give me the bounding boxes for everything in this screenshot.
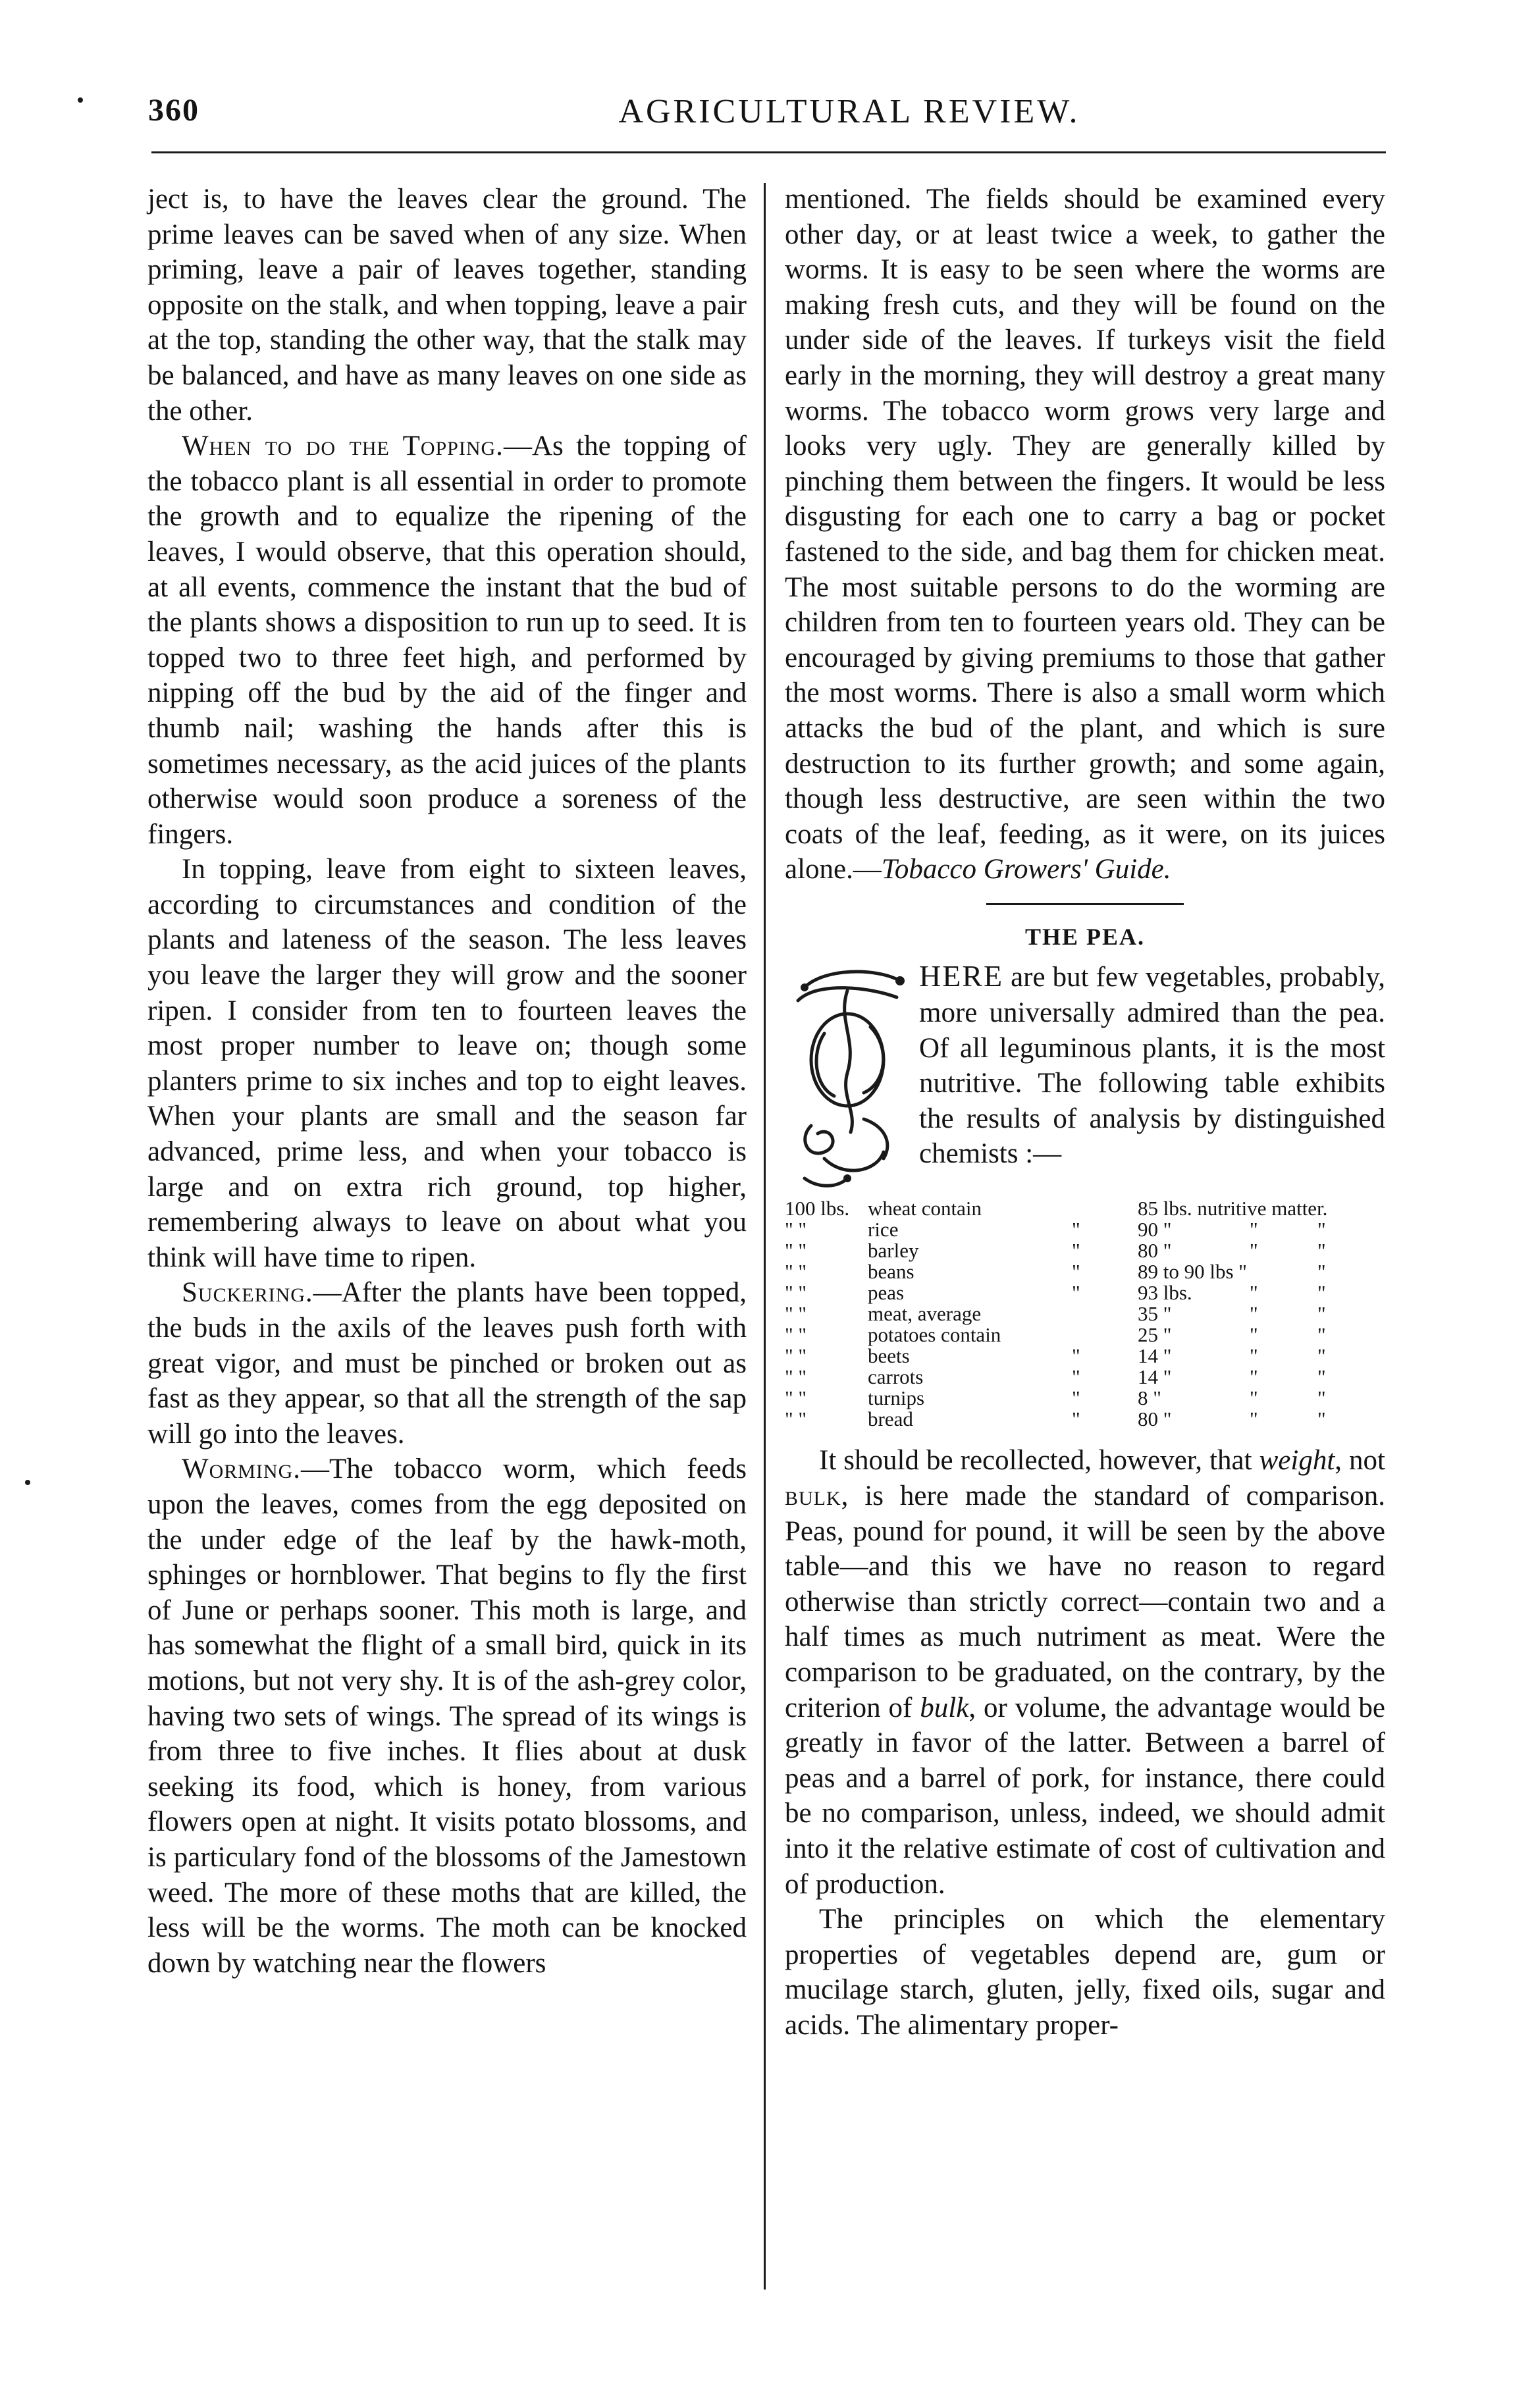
worming-heading: Worming. [182, 1453, 302, 1485]
worming-text: —The tobacco worm, which feeds upon the leaves, comes from the egg deposited on the under edge of the leaf by the hawk-moth, sphinges or hornblower. That begins to fly the first of June or perhaps sooner. This moth is large, and has somewhat the flight of a small bird, quick in its motions, but not very shy. It is of the ash-grey color, having two sets of wings. The spread of its wings is from three to five inches. It flies about at dusk seeking its food, which is honey, from various flowers open at night. It visits potato blossoms, and is particulary fond of the blossoms of the Jamestown weed. The more of these moths that are killed, the less will be the worms. The moth can be knocked down by watching near the flowers [147, 1453, 747, 1979]
table-cell: turnips [868, 1386, 925, 1410]
table-cell: " [1317, 1218, 1326, 1242]
table-cell: 35 " [1138, 1302, 1172, 1326]
table-row [785, 1303, 1385, 1324]
table-header-cell [1072, 1198, 1138, 1219]
table-cell: " [1250, 1407, 1258, 1431]
table-cell: " [1250, 1365, 1258, 1389]
column-divider [764, 183, 766, 2290]
table-cell: peas [868, 1281, 905, 1305]
table-cell: bread [868, 1407, 913, 1431]
table-cell: beets [868, 1344, 910, 1368]
paragraph-priming: ject is, to have the leaves clear the ground. The prime leaves can be saved when of any size. When priming, leave a pair of leaves together, standing opposite on the stalk, and when topping, leave a pair at the top, standing the other way, that the stalk may be balanced, and have as many leaves on one side as the other. [147, 184, 747, 427]
pea-intro [785, 958, 1385, 1172]
print-speck [25, 1480, 30, 1485]
table-cell: " " [785, 1407, 807, 1431]
table-header-cell: 100 lbs. [785, 1197, 850, 1220]
worms-text: mentioned. The fields should be examined every other day, or at least twice a week, to gather the worms. It is easy to be seen where the worms are making fresh cuts, and they will be found on the under side of the leaves. If turkeys visit the field early in the morning, they will destroy a great many worms. The tobacco worm grows very large and looks very ugly. They are generally killed by pinching them between the fingers. It would be less disgusting for each one to carry a bag or pocket fastened to the side, and bag them for chicken meat. The most suitable persons to do the worming are children from ten to fourteen years old. They can be encouraged by giving premiums to those that gather the most worms. There is also a small worm which attacks the bud of the plant, and which is sure destruction to its further growth; and some again, though less destructive, are seen within the two coats of the leaf, feeding, as it were, on its juices alone.— [785, 184, 1385, 885]
table-cell: beans [868, 1260, 914, 1284]
table-cell: " " [785, 1239, 807, 1263]
initial-word: HERE [919, 959, 1004, 993]
table-cell: " [1072, 1281, 1080, 1305]
paragraph-weight-bulk [785, 1443, 1385, 1902]
table-body [785, 1219, 1385, 1430]
table-cell: rice [868, 1218, 899, 1242]
topping-heading: When to do the Topping. [182, 431, 504, 462]
table-cell [1072, 1303, 1138, 1324]
table-header-cell: 85 lbs. nutritive matter. [1138, 1197, 1328, 1220]
table-row [785, 1219, 1385, 1240]
table-header-row [785, 1198, 1385, 1219]
table-cell: " [1317, 1281, 1326, 1305]
table-cell: " [1072, 1239, 1080, 1263]
table-cell: meat, average [868, 1302, 982, 1326]
table-cell: " [1317, 1386, 1326, 1410]
right-column [785, 182, 1385, 2043]
table-cell: " [1250, 1302, 1258, 1326]
table-cell: 25 " [1138, 1323, 1172, 1347]
table-cell: barley [868, 1239, 919, 1263]
text-run: , not [1335, 1445, 1386, 1477]
header-rule [151, 151, 1386, 153]
table-cell: 80 " [1138, 1407, 1172, 1431]
emphasis-bulk-italic: bulk [920, 1692, 969, 1723]
table-cell: carrots [868, 1365, 924, 1389]
pea-intro-text: are but few vegetables, probably, more universally admired than the pea. Of all leguminous plants, it is the most nutritive. The following table exhibits the results of analysis by distinguished chemists :— [919, 962, 1385, 1170]
table-cell: " [1250, 1323, 1258, 1347]
table-row [785, 1346, 1385, 1367]
paragraph-worms-continued [785, 182, 1385, 887]
topping-text: —As the topping of the tobacco plant is all essential in order to promote the growth and to equalize the ripening of the leaves, I would observe, that this operation should, at all events, commence the instant that the bud of the plants shows a disposition to run up to seed. It is topped two to three feet high, and performed by nipping off the bud by the aid of the finger and thumb nail; washing the hands after this is sometimes necessary, as the acid juices of the plants otherwise would soon produce a soreness of the fingers. [147, 431, 747, 850]
table-cell: 90 " [1138, 1218, 1172, 1242]
table-cell: " [1250, 1218, 1258, 1242]
suckering-heading: Suckering. [182, 1277, 313, 1309]
text-run: , is here made the standard of comparison. Peas, pound for pound, it will be seen by the above table—and this we have no reason to regard otherwise than strictly correct—contain two and a half times as much nutriment as meat. Were the comparison to be graduated, on the contrary, by the criterion of [785, 1480, 1385, 1723]
paragraph-suckering [147, 1275, 747, 1452]
left-column [147, 182, 747, 1981]
table-row [785, 1388, 1385, 1409]
table-cell: 89 to 90 lbs " [1138, 1260, 1247, 1284]
analysis-table [785, 1198, 1385, 1430]
table-cell: 93 lbs. [1138, 1281, 1192, 1305]
table-cell: " [1317, 1239, 1326, 1263]
table-cell: 14 " [1138, 1344, 1172, 1368]
table-header-cell: wheat contain [868, 1197, 982, 1220]
table-cell: " " [785, 1344, 807, 1368]
ornamental-initial-t-icon [785, 961, 910, 1198]
table-cell: " [1072, 1407, 1080, 1431]
table-cell: " [1317, 1323, 1326, 1347]
suckering-text: —After the plants have been topped, the buds in the axils of the leaves push forth with great vigor, and must be pinched or broken out as fast as they appear, so that all the strength of the sap will go into the leaves. [147, 1277, 747, 1450]
table-cell: 80 " [1138, 1239, 1172, 1263]
paragraph-leaves: In topping, leave from eight to sixteen leaves, according to circumstances and condition of the plants and lateness of the season. The less leaves you leave the larger they will grow and the sooner ripen. I consider from ten to fourteen leaves the most proper number to leave on; though some planters prime to six inches and top to eight leaves. When your plants are small and the season far advanced, prime less, and when your tobacco is large and on extra rich ground, top higher, remembering always to leave on about what you think will have time to ripen. [147, 854, 747, 1273]
emphasis-bulk: bulk [785, 1480, 841, 1512]
table-cell: " [1072, 1386, 1080, 1410]
table-cell: " " [785, 1281, 807, 1305]
page-number: 360 [148, 93, 199, 128]
table-cell: " " [785, 1386, 807, 1410]
table-cell: 8 " [1138, 1386, 1161, 1410]
table-cell: " " [785, 1302, 807, 1326]
emphasis-weight: weight [1259, 1445, 1335, 1477]
source-citation: Tobacco Growers' Guide. [881, 854, 1171, 885]
table-cell: " [1072, 1344, 1080, 1368]
table-cell: " " [785, 1260, 807, 1284]
table-cell: potatoes contain [868, 1323, 1001, 1347]
table-cell: " [1317, 1365, 1326, 1389]
table-cell: " [1317, 1344, 1326, 1368]
table-cell: " [1250, 1344, 1258, 1368]
table-cell: " " [785, 1218, 807, 1242]
table-row [785, 1324, 1385, 1346]
table-row [785, 1282, 1385, 1303]
table-cell: " [1072, 1218, 1080, 1242]
table-cell: " " [785, 1365, 807, 1389]
print-speck [78, 97, 83, 103]
table-cell: " [1250, 1281, 1258, 1305]
running-title: AGRICULTURAL REVIEW. [618, 93, 1080, 130]
table-cell: " [1072, 1365, 1080, 1389]
table-row [785, 1240, 1385, 1261]
table-cell: 14 " [1138, 1365, 1172, 1389]
table-row [785, 1409, 1385, 1430]
table-cell [1072, 1324, 1138, 1346]
table-cell: " [1250, 1239, 1258, 1263]
table-cell: " " [785, 1323, 807, 1347]
table-row [785, 1261, 1385, 1282]
section-rule [986, 903, 1184, 905]
table-row [785, 1367, 1385, 1388]
table-cell: " [1317, 1302, 1326, 1326]
paragraph-principles: The principles on which the elementary properties of vegetables depend are, gum or mucilage starch, gluten, jelly, fixed oils, sugar and acids. The alimentary proper- [785, 1904, 1385, 2041]
table-cell: " [1317, 1407, 1326, 1431]
text-run: It should be recollected, however, that [819, 1445, 1259, 1477]
paragraph-topping [147, 429, 747, 852]
table-cell [1250, 1261, 1317, 1282]
text-run: , or volume, the advantage would be greatly in favor of the latter. Between a barrel of peas and a barrel of pork, for instance, there could be no comparison, unless, indeed, we should admit into it the relative estimate of cost of cultivation and of production. [785, 1692, 1385, 1900]
table-cell: " [1317, 1260, 1326, 1284]
section-title: THE PEA. [1024, 923, 1146, 950]
table-cell: " [1250, 1386, 1258, 1410]
paragraph-worming [147, 1452, 747, 1981]
table-cell: " [1072, 1260, 1080, 1284]
